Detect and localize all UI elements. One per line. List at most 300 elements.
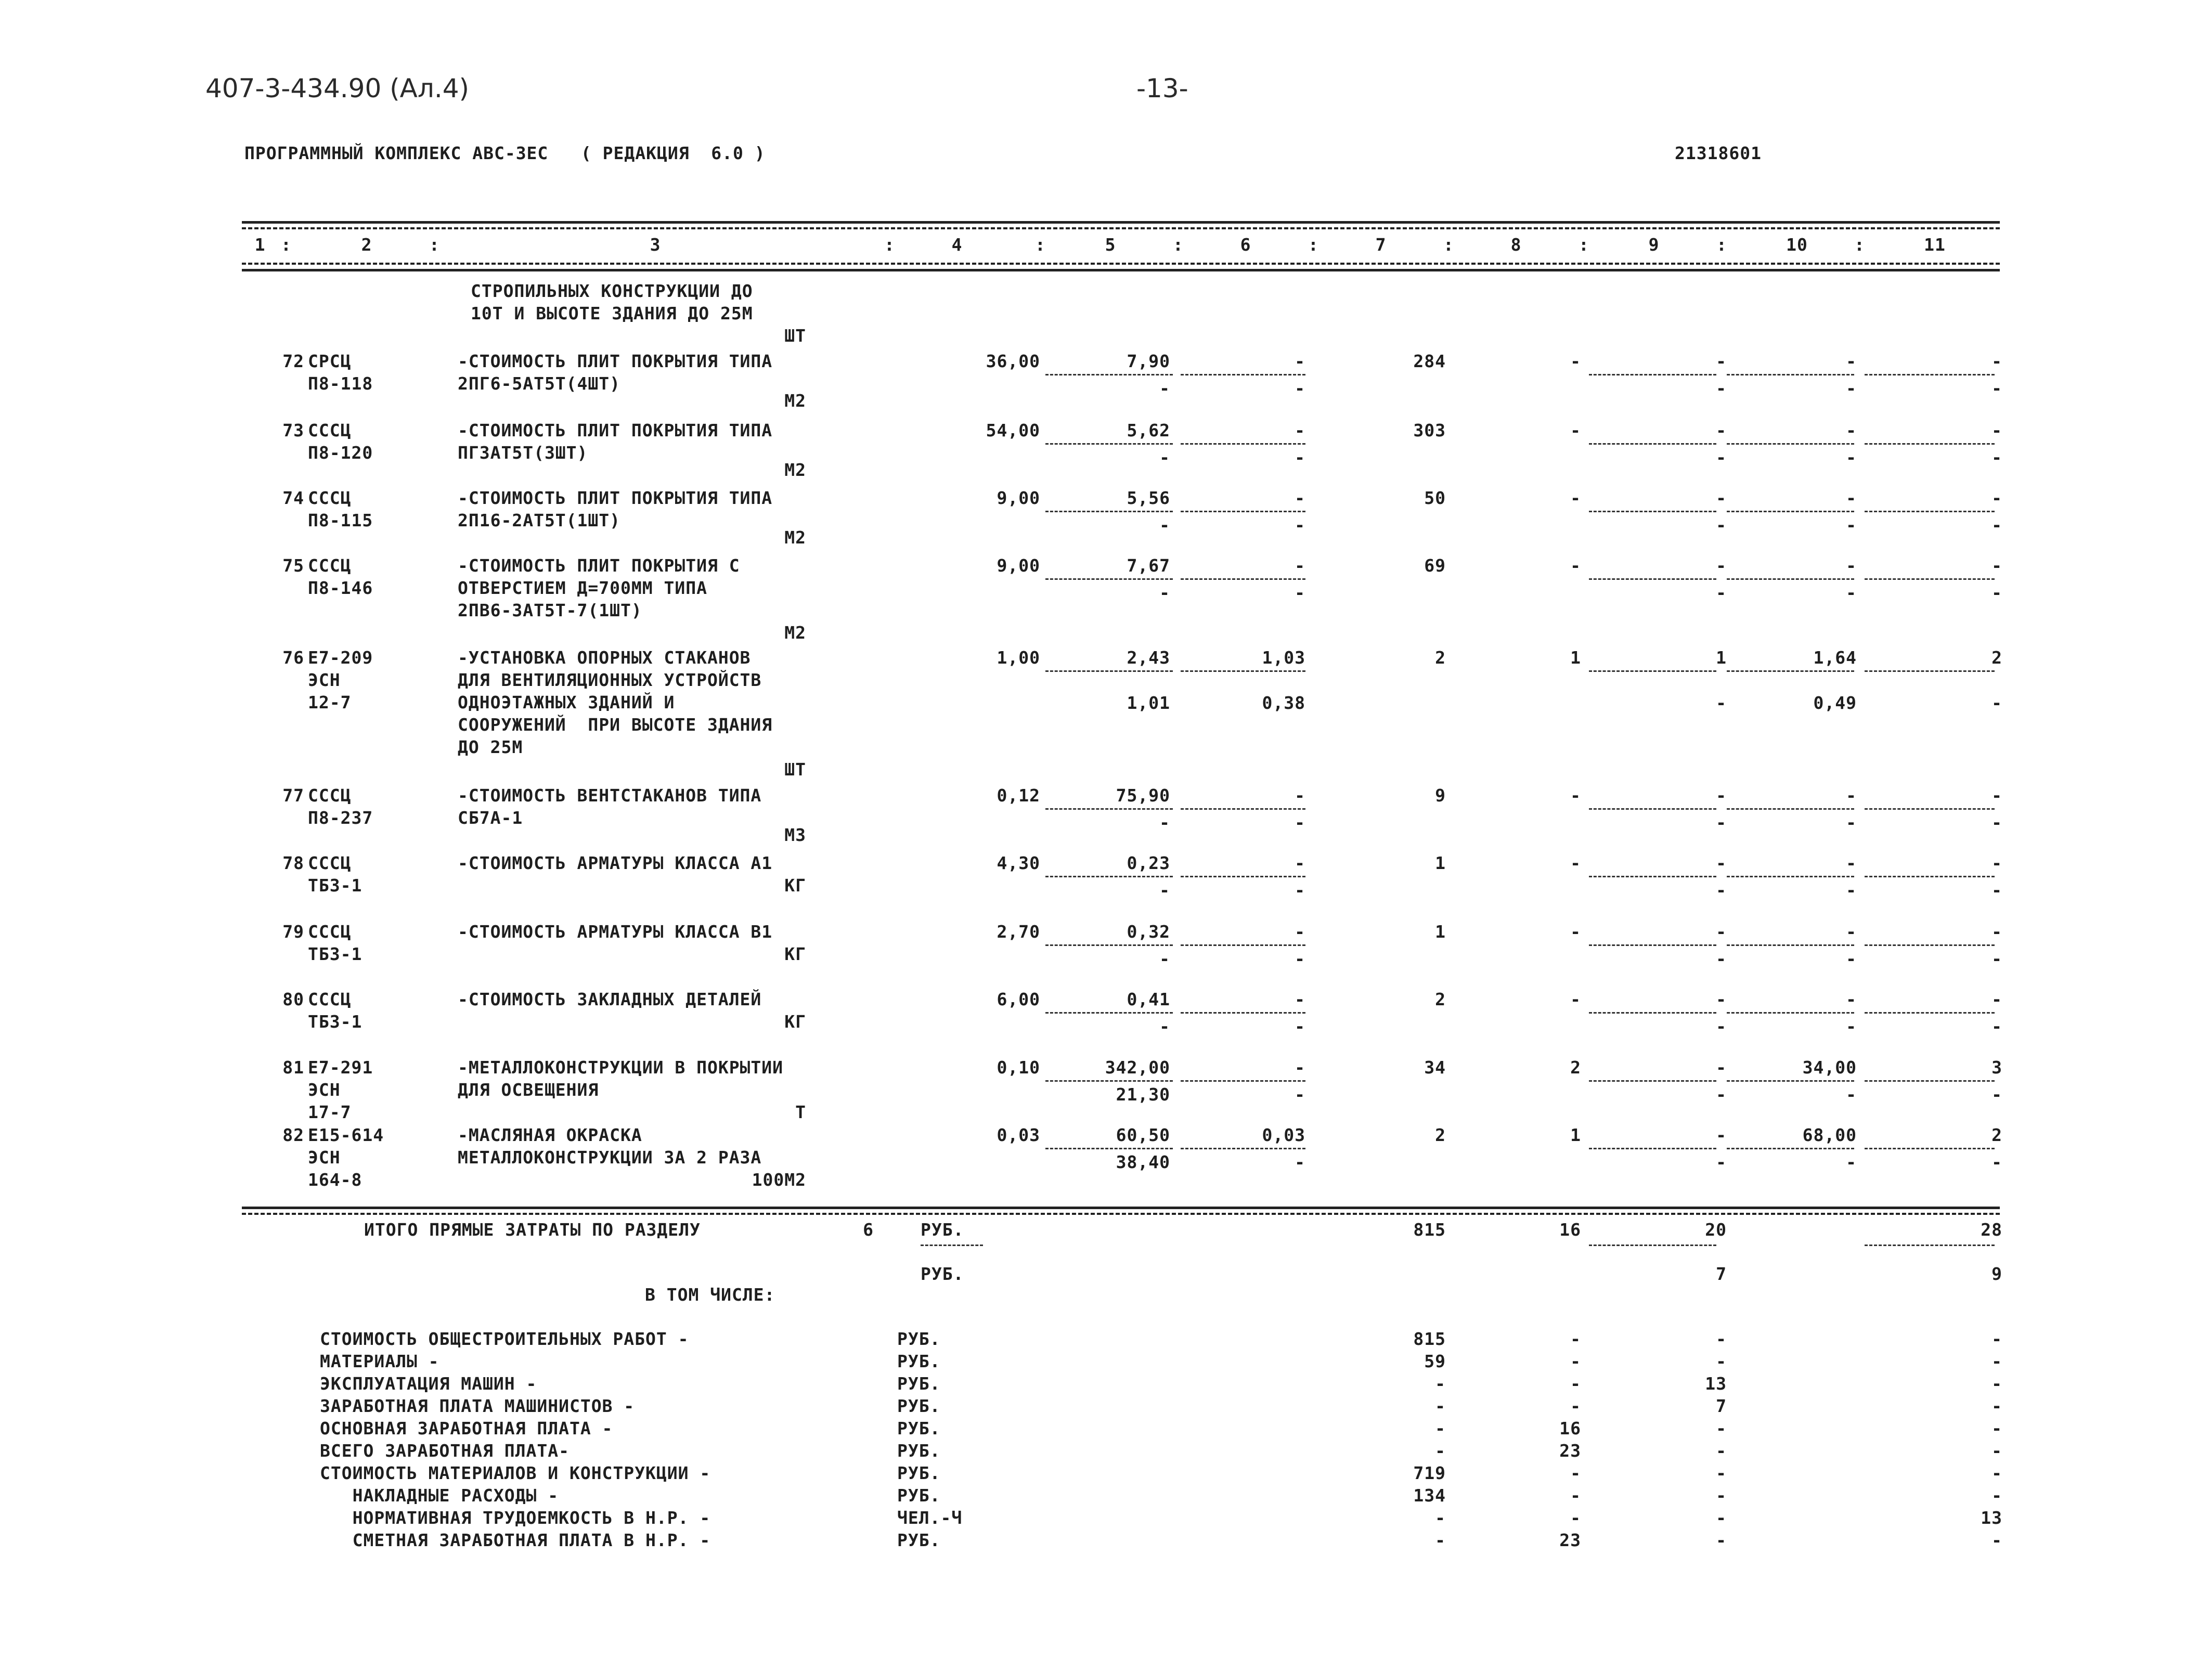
row-col9: - (1716, 1057, 1727, 1078)
summary-col8: 23 (1559, 1441, 1581, 1461)
row-code: СССЦ (308, 922, 352, 942)
row-col9: 1 (1716, 647, 1727, 668)
column-header-10: 10 (1786, 235, 1808, 255)
row-underline (1589, 374, 1716, 375)
column-separator: : (281, 235, 292, 255)
row-col6-sub: - (1295, 447, 1305, 468)
row-col9: - (1716, 922, 1727, 942)
summary-col9: - (1716, 1418, 1727, 1438)
row-col9: - (1716, 785, 1727, 806)
summary-label: НОРМАТИВНАЯ ТРУДОЕМКОСТЬ В Н.Р. - (320, 1508, 711, 1528)
row-underline (1727, 876, 1854, 877)
row-underline (1045, 374, 1173, 375)
total-col9: 20 (1705, 1220, 1727, 1240)
total-rule2 (242, 1213, 2000, 1215)
row-col11: 3 (1991, 1057, 2002, 1078)
row-number: 72 (282, 351, 304, 371)
row-code: СССЦ (308, 420, 352, 440)
column-header-5: 5 (1105, 235, 1116, 255)
column-separator: : (1173, 235, 1184, 255)
row-col11-sub: - (1991, 582, 2002, 603)
row-col10: 1,64 (1813, 647, 1857, 668)
summary-col8: - (1570, 1329, 1581, 1349)
row-col6: - (1295, 922, 1305, 942)
row-col11: 2 (1991, 647, 2002, 668)
summary-col8: - (1570, 1485, 1581, 1506)
row-col6-sub: - (1295, 880, 1305, 900)
summary-col9: - (1716, 1351, 1727, 1371)
row-underline (1589, 511, 1716, 512)
row-unit: М2 (784, 460, 806, 480)
row-col8: 1 (1570, 1125, 1581, 1145)
row-col9-sub: - (1716, 447, 1727, 468)
row-underline (1865, 670, 1995, 672)
summary-label: ЭКСПЛУАТАЦИЯ МАШИН - (320, 1373, 537, 1394)
row-col8: - (1570, 488, 1581, 508)
row-unit: М2 (784, 623, 806, 643)
row-underline (1727, 1080, 1854, 1082)
row-col10: - (1846, 488, 1857, 508)
row-code: СССЦ (308, 785, 352, 806)
row-col10-sub: - (1846, 1016, 1857, 1036)
row-description: СБ7А-1 (458, 808, 523, 828)
row-col11-sub: - (1991, 1152, 2002, 1172)
column-separator: : (1308, 235, 1319, 255)
row-description: ОТВЕРСТИЕМ Д=700ММ ТИПА (458, 578, 707, 598)
row-col8: 2 (1570, 1057, 1581, 1078)
program-title: ПРОГРАММНЫЙ КОМПЛЕКС АВС-3ЕС ( РЕДАКЦИЯ 6.0 ) (244, 143, 766, 163)
row-col5-sub: - (1159, 378, 1170, 398)
row-code: П8-115 (308, 510, 373, 530)
row-col11-sub: - (1991, 693, 2002, 713)
row-col6-sub: - (1295, 378, 1305, 398)
row-col6: - (1295, 420, 1305, 440)
row-code: 164-8 (308, 1170, 363, 1190)
row-col10: 34,00 (1802, 1057, 1857, 1078)
row-description: ОДНОЭТАЖНЫХ ЗДАНИЙ И (458, 692, 675, 712)
row-underline (1865, 374, 1995, 375)
header-rule-top2 (242, 227, 2000, 229)
row-col7: 303 (1413, 420, 1446, 440)
summary-col8: - (1570, 1508, 1581, 1528)
row-code: Е7-209 (308, 647, 373, 668)
row-underline (1589, 1012, 1716, 1014)
row-description: -СТОИМОСТЬ ЗАКЛАДНЫХ ДЕТАЛЕЙ (458, 989, 762, 1009)
row-col11-sub: - (1991, 812, 2002, 833)
row-underline (1181, 374, 1305, 375)
row-number: 78 (282, 853, 304, 873)
summary-col8: 16 (1559, 1418, 1581, 1438)
row-number: 74 (282, 488, 304, 508)
row-col5-sub: - (1159, 812, 1170, 833)
row-underline (1589, 443, 1716, 445)
row-underline (1727, 808, 1854, 810)
row-underline (1727, 578, 1854, 580)
row-underline (1181, 443, 1305, 445)
summary-label: ЗАРАБОТНАЯ ПЛАТА МАШИНИСТОВ - (320, 1396, 635, 1416)
row-col7: 69 (1424, 555, 1446, 576)
row-underline (1589, 808, 1716, 810)
summary-label: НАКЛАДНЫЕ РАСХОДЫ - (320, 1485, 559, 1506)
row-col6-sub: - (1295, 949, 1305, 969)
row-col10-sub: - (1846, 880, 1857, 900)
row-description: -СТОИМОСТЬ АРМАТУРЫ КЛАССА В1 (458, 922, 773, 942)
column-header-2: 2 (361, 235, 372, 255)
summary-col11: - (1991, 1351, 2002, 1371)
row-col6: - (1295, 488, 1305, 508)
row-col8: - (1570, 922, 1581, 942)
row-description: -СТОИМОСТЬ ПЛИТ ПОКРЫТИЯ ТИПА (458, 351, 773, 371)
row-underline (1181, 1148, 1305, 1149)
row-underline (1727, 670, 1854, 672)
column-header-9: 9 (1648, 235, 1660, 255)
row-col10-sub: - (1846, 1084, 1857, 1105)
row-underline (1865, 1148, 1995, 1149)
row-underline (1181, 578, 1305, 580)
summary-label: СТОИМОСТЬ МАТЕРИАЛОВ И КОНСТРУКЦИИ - (320, 1463, 711, 1483)
row-col10-sub: 0,49 (1813, 693, 1857, 713)
row-description: ПГ3АТ5Т(3ШТ) (458, 443, 588, 463)
row-col6-sub: - (1295, 1152, 1305, 1172)
row-underline (1589, 944, 1716, 946)
row-col11-sub: - (1991, 515, 2002, 535)
row-quantity: 1,00 (997, 647, 1040, 668)
row-col10: 68,00 (1802, 1125, 1857, 1145)
row-underline (1865, 443, 1995, 445)
row-underline (1727, 1148, 1854, 1149)
row-quantity: 0,10 (997, 1057, 1040, 1078)
row-col9-sub: - (1716, 1152, 1727, 1172)
row-col6-sub: - (1295, 515, 1305, 535)
row-underline (1865, 1080, 1995, 1082)
summary-col11: 13 (1981, 1508, 2002, 1528)
row-quantity: 4,30 (997, 853, 1040, 873)
document-code: 407-3-434.90 (Ал.4) (205, 73, 470, 103)
row-col10: - (1846, 989, 1857, 1009)
row-underline (1181, 1080, 1305, 1082)
row-col11: - (1991, 785, 2002, 806)
summary-col8: - (1570, 1396, 1581, 1416)
summary-col9: - (1716, 1485, 1727, 1506)
row-col5: 0,23 (1127, 853, 1170, 873)
row-col5-sub: 21,30 (1116, 1084, 1170, 1105)
row-code: СССЦ (308, 989, 352, 1009)
row-number: 75 (282, 555, 304, 576)
unit-label: ШТ (784, 326, 806, 346)
row-code: ЭСН (308, 670, 341, 690)
summary-col11: - (1991, 1485, 2002, 1506)
row-code: СССЦ (308, 853, 352, 873)
row-underline (1045, 808, 1173, 810)
row-unit: М2 (784, 527, 806, 548)
total-rule (242, 1207, 2000, 1209)
row-code: ЭСН (308, 1080, 341, 1100)
row-quantity: 0,12 (997, 785, 1040, 806)
row-col5-sub: - (1159, 1016, 1170, 1036)
column-header-6: 6 (1240, 235, 1251, 255)
row-description: ДО 25М (458, 737, 523, 757)
row-col9: - (1716, 420, 1727, 440)
row-code: Е15-614 (308, 1125, 384, 1145)
summary-col7: - (1435, 1530, 1446, 1550)
row-col9-sub: - (1716, 949, 1727, 969)
row-col7: 1 (1435, 922, 1446, 942)
row-underline (1045, 1012, 1173, 1014)
row-underline (1727, 374, 1854, 375)
row-number: 79 (282, 922, 304, 942)
row-col5: 0,41 (1127, 989, 1170, 1009)
total-col11: 28 (1981, 1220, 2002, 1240)
row-col10-sub: - (1846, 447, 1857, 468)
row-quantity: 9,00 (997, 555, 1040, 576)
row-col6: - (1295, 555, 1305, 576)
row-col6: - (1295, 785, 1305, 806)
row-col11-sub: - (1991, 949, 2002, 969)
row-col5: 0,32 (1127, 922, 1170, 942)
row-unit: КГ (784, 944, 806, 964)
row-underline (1589, 1080, 1716, 1082)
row-unit: М3 (784, 825, 806, 845)
row-underline (1045, 511, 1173, 512)
summary-unit: РУБ. (897, 1329, 941, 1349)
row-underline (1589, 670, 1716, 672)
row-code: П8-146 (308, 578, 373, 598)
row-col11-sub: - (1991, 880, 2002, 900)
total-unit2: РУБ. (921, 1264, 964, 1284)
row-underline (1181, 670, 1305, 672)
row-number: 82 (282, 1125, 304, 1145)
row-underline (1727, 1012, 1854, 1014)
row-quantity: 2,70 (997, 922, 1040, 942)
row-col7: 50 (1424, 488, 1446, 508)
row-col5-sub: - (1159, 880, 1170, 900)
row-col6: 1,03 (1262, 647, 1305, 668)
column-separator: : (429, 235, 440, 255)
row-col7: 1 (1435, 853, 1446, 873)
row-col9: - (1716, 488, 1727, 508)
row-col6: - (1295, 989, 1305, 1009)
row-col5: 75,90 (1116, 785, 1170, 806)
row-quantity: 0,03 (997, 1125, 1040, 1145)
row-col5-sub: - (1159, 447, 1170, 468)
row-code: ТБ3-1 (308, 944, 363, 964)
row-underline (1865, 808, 1995, 810)
row-col7: 284 (1413, 351, 1446, 371)
row-number: 77 (282, 785, 304, 806)
row-col5-sub: 1,01 (1127, 693, 1170, 713)
row-col10: - (1846, 785, 1857, 806)
row-col7: 2 (1435, 1125, 1446, 1145)
row-underline (1865, 876, 1995, 877)
row-code: П8-118 (308, 373, 373, 394)
row-code: ТБ3-1 (308, 875, 363, 896)
summary-col11: - (1991, 1530, 2002, 1550)
row-col5: 5,56 (1127, 488, 1170, 508)
summary-col7: - (1435, 1508, 1446, 1528)
column-separator: : (884, 235, 895, 255)
row-underline (1045, 578, 1173, 580)
column-separator: : (1579, 235, 1589, 255)
row-col10: - (1846, 853, 1857, 873)
row-quantity: 36,00 (986, 351, 1040, 371)
total-label: ИТОГО ПРЯМЫЕ ЗАТРАТЫ ПО РАЗДЕЛУ (364, 1220, 701, 1240)
row-quantity: 54,00 (986, 420, 1040, 440)
summary-col7: - (1435, 1441, 1446, 1461)
summary-label: МАТЕРИАЛЫ - (320, 1351, 439, 1371)
row-col11-sub: - (1991, 1016, 2002, 1036)
row-unit: КГ (784, 1012, 806, 1032)
summary-col11: - (1991, 1373, 2002, 1394)
summary-col8: - (1570, 1373, 1581, 1394)
summary-unit: РУБ. (897, 1396, 941, 1416)
row-underline (1045, 670, 1173, 672)
row-col7: 9 (1435, 785, 1446, 806)
summary-col11: - (1991, 1441, 2002, 1461)
row-underline (1045, 1080, 1173, 1082)
summary-col7: - (1435, 1373, 1446, 1394)
row-code: 12-7 (308, 692, 352, 712)
row-col10-sub: - (1846, 812, 1857, 833)
row-col11-sub: - (1991, 1084, 2002, 1105)
column-separator: : (1443, 235, 1454, 255)
row-number: 73 (282, 420, 304, 440)
column-header-1: 1 (254, 235, 266, 255)
summary-col9: - (1716, 1463, 1727, 1483)
row-col5-sub: - (1159, 949, 1170, 969)
row-col8: - (1570, 989, 1581, 1009)
row-col11: - (1991, 488, 2002, 508)
row-col10: - (1846, 555, 1857, 576)
summary-unit: РУБ. (897, 1418, 941, 1438)
row-col9-sub: - (1716, 1016, 1727, 1036)
row-description: -СТОИМОСТЬ ВЕНТСТАКАНОВ ТИПА (458, 785, 762, 806)
row-description: 2ПГ6-5АТ5Т(4ШТ) (458, 373, 621, 394)
row-underline (1865, 944, 1995, 946)
row-underline (1865, 1012, 1995, 1014)
row-col11-sub: - (1991, 378, 2002, 398)
column-header-4: 4 (951, 235, 963, 255)
row-col6: - (1295, 853, 1305, 873)
summary-label: СТОИМОСТЬ ОБЩЕСТРОИТЕЛЬНЫХ РАБОТ - (320, 1329, 689, 1349)
row-code: ТБ3-1 (308, 1012, 363, 1032)
row-col9: - (1716, 989, 1727, 1009)
total-col11-underline (1865, 1245, 1995, 1246)
summary-label: СМЕТНАЯ ЗАРАБОТНАЯ ПЛАТА В Н.Р. - (320, 1530, 711, 1550)
header-rule-bottom2 (242, 269, 2000, 271)
row-col9-sub: - (1716, 582, 1727, 603)
row-col5: 7,67 (1127, 555, 1170, 576)
row-underline (1045, 1148, 1173, 1149)
row-col11: - (1991, 989, 2002, 1009)
total-unit-underline (921, 1245, 983, 1246)
row-col9-sub: - (1716, 693, 1727, 713)
total-col8: 16 (1559, 1220, 1581, 1240)
row-col11: - (1991, 555, 2002, 576)
row-underline (1181, 808, 1305, 810)
row-col10-sub: - (1846, 515, 1857, 535)
summary-col7: 815 (1413, 1329, 1446, 1349)
summary-label: ВСЕГО ЗАРАБОТНАЯ ПЛАТА- (320, 1441, 570, 1461)
row-col11: - (1991, 853, 2002, 873)
row-underline (1045, 443, 1173, 445)
summary-col7: - (1435, 1418, 1446, 1438)
summary-col9: 7 (1716, 1396, 1727, 1416)
row-code: Е7-291 (308, 1057, 373, 1078)
row-underline (1865, 511, 1995, 512)
row-number: 81 (282, 1057, 304, 1078)
row-description: ДЛЯ ВЕНТИЛЯЦИОННЫХ УСТРОЙСТВ (458, 670, 762, 690)
row-underline (1589, 1148, 1716, 1149)
row-underline (1181, 944, 1305, 946)
row-number: 80 (282, 989, 304, 1009)
row-code: СССЦ (308, 555, 352, 576)
total-col9-underline (1589, 1245, 1716, 1246)
row-col11: - (1991, 351, 2002, 371)
row-col6-sub: - (1295, 1084, 1305, 1105)
row-col9: - (1716, 1125, 1727, 1145)
row-col9-sub: - (1716, 378, 1727, 398)
row-col5: 342,00 (1105, 1057, 1170, 1078)
row-col6-sub: - (1295, 812, 1305, 833)
column-separator: : (1716, 235, 1727, 255)
summary-col7: 134 (1413, 1485, 1446, 1506)
summary-unit: РУБ. (897, 1351, 941, 1371)
summary-col9: - (1716, 1530, 1727, 1550)
row-col10: - (1846, 351, 1857, 371)
row-col10-sub: - (1846, 378, 1857, 398)
row-col8: - (1570, 420, 1581, 440)
column-header-3: 3 (650, 235, 661, 255)
summary-col7: 59 (1424, 1351, 1446, 1371)
summary-unit: РУБ. (897, 1441, 941, 1461)
row-underline (1045, 876, 1173, 877)
row-code: ЭСН (308, 1147, 341, 1168)
row-unit: 100М2 (752, 1170, 806, 1190)
summary-unit: РУБ. (897, 1373, 941, 1394)
row-description: -УСТАНОВКА ОПОРНЫХ СТАКАНОВ (458, 647, 751, 668)
summary-col9: - (1716, 1441, 1727, 1461)
row-col11: 2 (1991, 1125, 2002, 1145)
column-separator: : (1854, 235, 1865, 255)
row-col5-sub: - (1159, 515, 1170, 535)
row-quantity: 6,00 (997, 989, 1040, 1009)
row-underline (1181, 1012, 1305, 1014)
column-header-11: 11 (1924, 235, 1946, 255)
row-col10: - (1846, 922, 1857, 942)
summary-unit: РУБ. (897, 1485, 941, 1506)
summary-col11: - (1991, 1396, 2002, 1416)
row-col5: 60,50 (1116, 1125, 1170, 1145)
column-header-7: 7 (1375, 235, 1387, 255)
summary-unit: РУБ. (897, 1530, 941, 1550)
column-header-8: 8 (1510, 235, 1522, 255)
row-underline (1589, 578, 1716, 580)
row-underline (1181, 511, 1305, 512)
row-description: -СТОИМОСТЬ АРМАТУРЫ КЛАССА А1 (458, 853, 773, 873)
row-col10-sub: - (1846, 949, 1857, 969)
row-col9-sub: - (1716, 812, 1727, 833)
row-col9: - (1716, 351, 1727, 371)
row-code: СССЦ (308, 488, 352, 508)
row-description: -СТОИМОСТЬ ПЛИТ ПОКРЫТИЯ ТИПА (458, 488, 773, 508)
row-col8: - (1570, 555, 1581, 576)
row-col11-sub: - (1991, 447, 2002, 468)
row-col10: - (1846, 420, 1857, 440)
document-number: 21318601 (1675, 143, 1762, 163)
row-col6: - (1295, 1057, 1305, 1078)
total-col11-sub: 9 (1991, 1264, 2002, 1284)
summary-col8: - (1570, 1463, 1581, 1483)
